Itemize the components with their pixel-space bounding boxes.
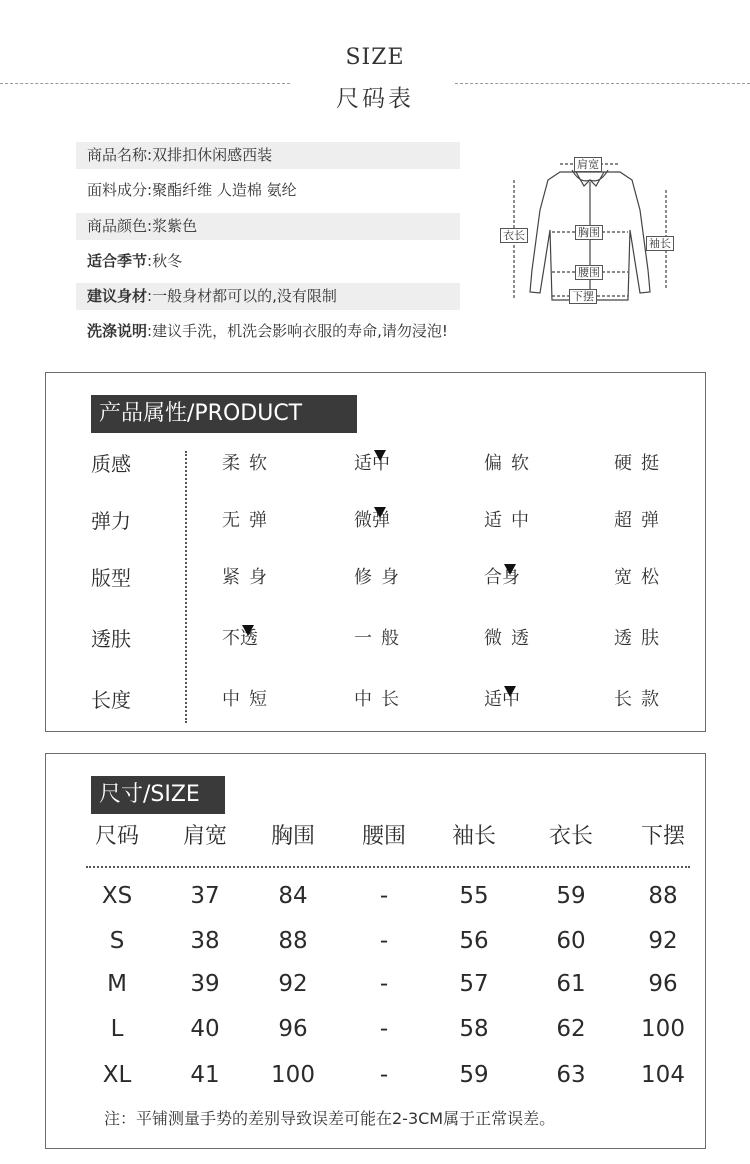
size-table-cell: - [379,1016,389,1042]
size-table-cell: - [379,971,389,997]
attribute-option [222,449,276,479]
info-value: 建议手洗，机洗会影响衣服的寿命,请勿浸泡! [152,322,448,340]
size-table-cell: 96 [278,1016,308,1042]
attribute-option-label: 合身 [484,567,520,588]
info-row [76,213,460,240]
attribute-option-label: 中长 [354,689,408,710]
size-table-cell: 96 [648,971,678,997]
attribute-option [614,506,668,536]
attribute-option-selected [354,506,390,536]
size-table-cell: 92 [648,928,678,954]
attribute-option-label: 超弹 [614,510,668,531]
attribute-option-label: 紧身 [222,567,276,588]
attribute-option-label: 柔软 [222,453,276,474]
size-table-cell: 88 [648,883,678,909]
size-table-cell: 63 [556,1062,586,1088]
info-value: 秋冬 [152,252,183,270]
size-table-title: 尺寸/SIZE [91,776,225,814]
info-label: 适合季节 [87,252,148,270]
attribute-name: 长度 [91,688,131,712]
attribute-option-selected [354,449,390,479]
attribute-row [46,685,707,715]
size-table-cell: XL [102,1062,132,1088]
size-table-cell: XS [101,883,133,909]
size-table-note: 注：平铺测量手势的差别导致误差可能在2-3CM属于正常误差。 [104,1109,556,1128]
attribute-row [46,506,707,536]
info-label: 商品名称 [87,146,148,164]
attribute-option-label: 不透 [222,628,258,649]
info-row [76,177,460,204]
size-table-cell: 57 [459,971,489,997]
header-title-cn: 尺码表 [336,86,414,112]
attribute-option-label: 一般 [354,628,408,649]
attribute-option [354,563,408,593]
size-header-cell: 下摆 [640,824,685,849]
size-table-cell: - [379,1062,389,1088]
diagram-label-sleeve: 袖长 [646,236,674,251]
size-table-panel [45,753,706,1149]
size-table-cell: 100 [271,1062,315,1088]
attribute-option [614,563,668,593]
size-table-cell: M [107,971,127,997]
attribute-option [484,449,538,479]
header-title-en: SIZE [345,45,405,70]
info-separator: : [147,217,153,235]
size-table-cell: 41 [190,1062,220,1088]
attribute-option-label: 中短 [222,689,276,710]
attribute-option [222,506,276,536]
size-table-cell: 58 [459,1016,489,1042]
info-row [76,248,460,275]
attribute-option-label: 无弹 [222,510,276,531]
attribute-option [614,449,668,479]
attribute-row [46,624,707,654]
size-table-cell: 39 [190,971,220,997]
size-table-row [46,967,707,1001]
size-table-cell: 56 [459,928,489,954]
jacket-measurement-diagram [500,150,680,310]
info-separator: : [147,322,153,340]
attribute-option [614,624,668,654]
size-table-cell: S [109,928,125,954]
info-row [76,283,460,310]
info-label: 商品颜色 [87,217,148,235]
size-header-cell: 腰围 [361,824,406,849]
size-table-cell: 62 [556,1016,586,1042]
attribute-option-label: 宽松 [614,567,668,588]
info-value: 聚酯纤维 人造棉 氨纶 [152,181,297,199]
attribute-option-label: 修身 [354,567,408,588]
attributes-title: 产品属性/PRODUCT [91,395,357,433]
size-table-cell: 61 [556,971,586,997]
info-value: 浆紫色 [152,217,198,235]
size-table-cell: 60 [556,928,586,954]
size-table-cell: 100 [641,1016,685,1042]
size-table-cell: 88 [278,928,308,954]
attribute-option [484,506,538,536]
attribute-option-selected [222,624,258,654]
size-header-cell: 尺码 [94,824,139,849]
size-header-cell: 衣长 [548,824,593,849]
attribute-option [354,624,408,654]
size-table-cell: 84 [278,883,308,909]
info-value: 双排扣休闲感西装 [152,146,273,164]
size-table-cell: 104 [641,1062,685,1088]
selected-triangle-icon [504,686,516,697]
size-table-header [46,820,707,854]
selected-triangle-icon [242,625,254,636]
attribute-option-label: 微透 [484,628,538,649]
info-label: 洗涤说明 [87,322,148,340]
info-row [76,142,460,169]
size-table-cell: 55 [459,883,489,909]
attribute-row [46,449,707,479]
attribute-option-label: 偏软 [484,453,538,474]
info-value: 一般身材都可以的,没有限制 [152,287,337,305]
attribute-option [614,685,668,715]
attribute-option [484,624,538,654]
attribute-name: 质感 [91,452,131,476]
size-header-cell: 肩宽 [182,824,227,849]
selected-triangle-icon [374,450,386,461]
attribute-name: 弹力 [91,509,131,533]
size-table-cell: 38 [190,928,220,954]
attribute-option-label: 适中 [484,510,538,531]
size-table-cell: 40 [190,1016,220,1042]
attribute-option [222,685,276,715]
info-label: 面料成分 [87,181,148,199]
size-table-row [46,879,707,913]
size-table-cell: - [379,928,389,954]
attribute-option-label: 适中 [354,453,390,474]
size-header-cell: 袖长 [451,824,496,849]
info-separator: : [147,181,153,199]
attribute-option-label: 适中 [484,689,520,710]
info-label: 建议身材 [87,287,148,305]
size-table-cell: 92 [278,971,308,997]
size-table-row [46,1012,707,1046]
attribute-option [354,685,408,715]
size-table-row [46,924,707,958]
size-table-row [46,1058,707,1092]
diagram-label-chest: 胸围 [575,225,603,240]
size-table-cell: 59 [556,883,586,909]
info-separator: : [147,252,153,270]
info-row [76,318,536,345]
attribute-option-label: 硬挺 [614,453,668,474]
attribute-name: 版型 [91,566,131,590]
attribute-option-label: 微弹 [354,510,390,531]
size-table-dotted-divider [86,866,690,868]
size-header-cell: 胸围 [270,824,315,849]
attribute-row [46,563,707,593]
size-table-cell: 59 [459,1062,489,1088]
diagram-label-shoulder: 肩宽 [574,157,602,172]
size-table-cell: - [379,883,389,909]
attribute-option-label: 透肤 [614,628,668,649]
attribute-option-selected [484,685,520,715]
size-table-cell: L [110,1016,124,1042]
attribute-option [222,563,276,593]
selected-triangle-icon [504,564,516,575]
size-table-cell: 37 [190,883,220,909]
selected-triangle-icon [374,507,386,518]
product-attributes-panel [45,372,706,732]
diagram-label-length: 衣长 [500,228,528,243]
attribute-name: 透肤 [91,627,131,651]
diagram-label-hem: 下摆 [569,289,597,304]
attribute-option-selected [484,563,520,593]
attribute-option-label: 长款 [614,689,668,710]
diagram-label-waist: 腰围 [575,265,603,280]
info-separator: : [147,146,153,164]
info-separator: : [147,287,153,305]
